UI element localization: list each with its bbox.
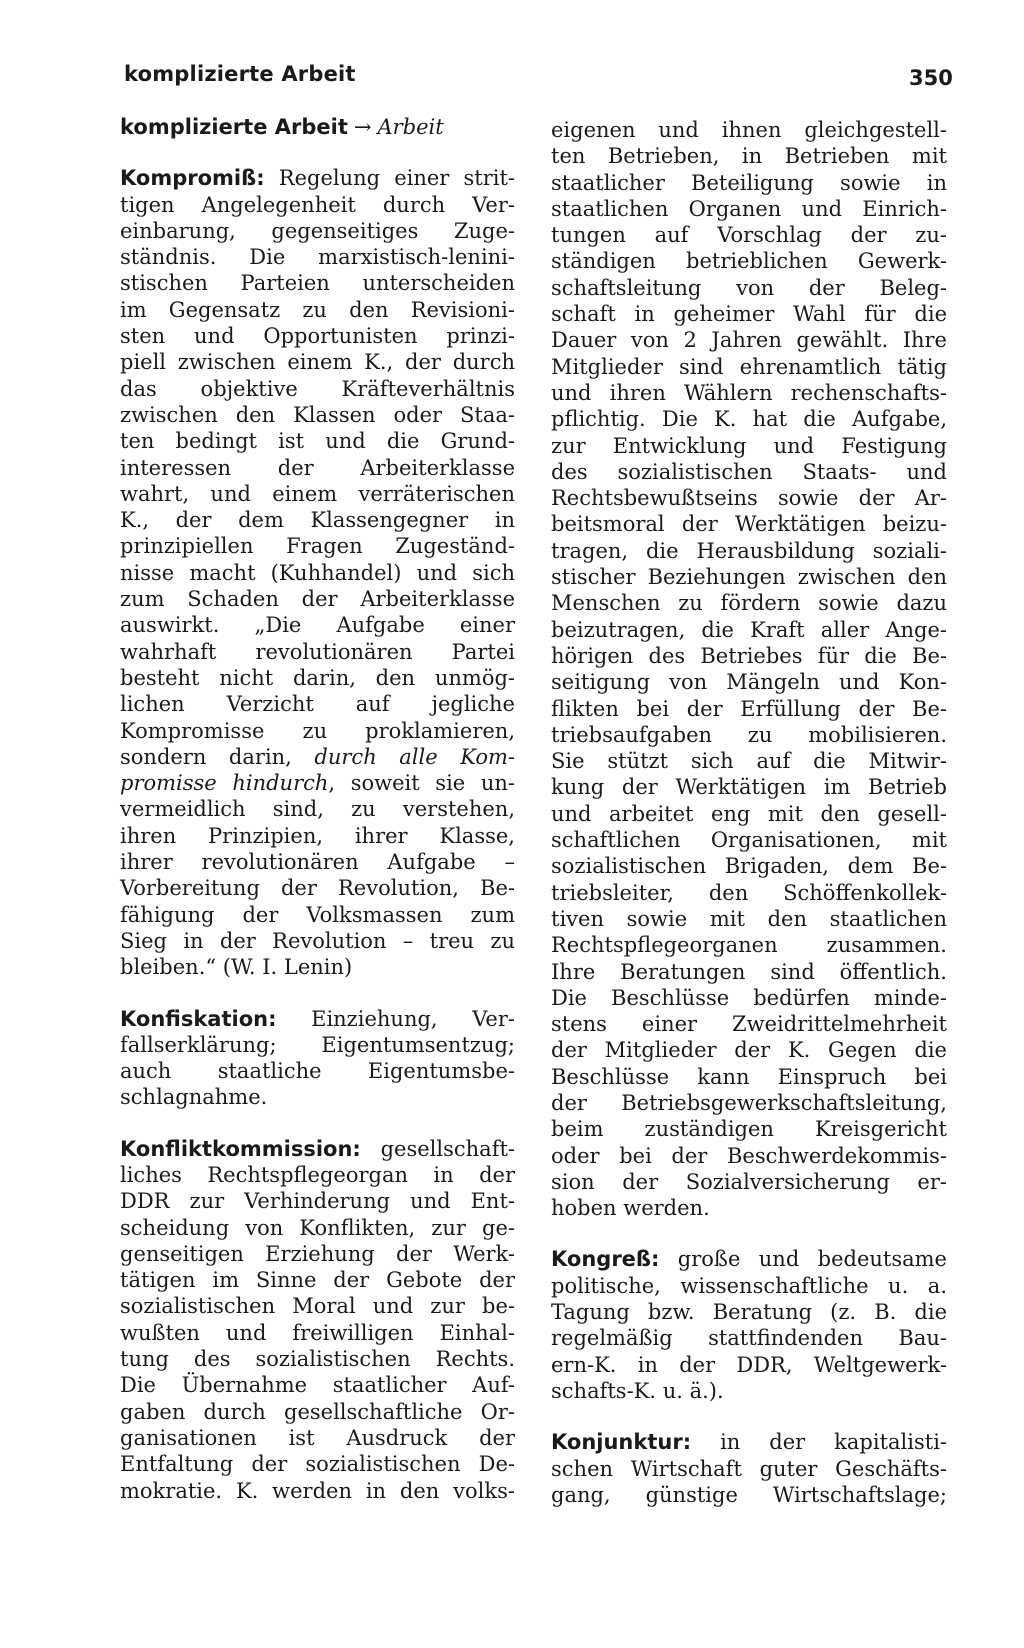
entry-text-line: gang, günstige Wirtschaftslage; [551,1482,947,1507]
entry-konjunktur [551,1429,947,1508]
entry-konfliktkommission [120,1136,515,1504]
entry-text-line: Einziehung, Ver- [276,1006,515,1031]
entry-headword: Konfiskation: [120,1006,277,1031]
entry-text-line: Ihre Beratungen sind öffentlich. [551,959,947,984]
entry-text-line: wahrt, und einem verräterischen [120,481,515,506]
entry-text-line: Entfaltung der sozialistischen De- [120,1452,515,1477]
entry-text-line [120,744,515,770]
entry-text-line: in der kapitalisti- [691,1430,947,1455]
entry-text-line: und ihren Wählern rechenschafts- [551,380,947,405]
entry-text-line: ihren Prinzipien, ihrer Klasse, [120,823,515,848]
entry-text-line: wußten und freiwilligen Einhal- [120,1320,515,1345]
entry-text-line: DDR zur Verhinderung und Ent- [120,1189,515,1214]
entry-text-line: das objektive Kräfteverhältnis [120,376,515,401]
entry-text-line: staatlicher Beteiligung sowie in [551,170,947,195]
entry-text-line: bleiben.“ (W. I. Lenin) [120,955,353,980]
entry-text-line: Regelung einer strit- [264,166,515,191]
entry-text-line: Mitglieder sind ehrenamtlich tätig [551,354,947,379]
entry-headword: Konjunktur: [551,1430,692,1455]
entry-text-line: beizutragen, die Kraft aller Ange- [551,617,947,642]
entry-text-line: seitigung von Mängeln und Kon- [551,670,947,695]
entry-text-line: sozialistischen Moral und zur be- [120,1294,515,1319]
entry-text-line: schaftsleitung von der Beleg- [551,275,947,300]
entry-text-line: Dauer von 2 Jahren gewählt. Ihre [551,328,947,353]
entry-text-line: triebsaufgaben zu mobilisieren. [551,722,947,747]
entry-kompromiss [120,165,515,980]
entry-text-line: triebsleiter, den Schöffenkollek- [551,880,947,905]
text-run: sondern darin, [120,744,315,769]
entry-text-line: piell zwischen einem K., der durch [120,350,515,375]
entry-text-line: tätigen im Sinne der Gebote der [120,1268,515,1293]
italic-quote: durch alle Kom- [314,744,515,769]
entry-text-line: tigen Angelegenheit durch Ver- [120,192,515,217]
entry-text-line [120,770,515,796]
entry-text-line: Kompromisse zu proklamieren, [120,718,515,743]
entry-text-line: fähigung der Volksmassen zum [120,902,515,927]
entry-text-line: Tagung bzw. Beratung (z. B. die [551,1300,947,1325]
entry-text-line: schlagnahme. [120,1085,268,1110]
entry-text-line: interessen der Arbeiterklasse [120,455,515,480]
entry-text-line: auswirkt. „Die Aufgabe einer [120,613,515,638]
entry-text-line: zum Schaden der Arbeiterklasse [120,587,515,612]
entry-text-line: auch staatliche Eigentumsbe- [120,1059,515,1084]
entry-text-line: K., der dem Klassengegner in [120,508,515,533]
italic-quote: promisse hindurch [120,771,329,796]
entry-text-line: Vorbereitung der Revolution, Be- [120,876,515,901]
page-number: 350 [909,66,953,90]
entry-text-line: ern-K. in der DDR, Weltgewerk- [551,1352,947,1377]
entry-text-line: schaftlichen Organisationen, mit [551,828,947,853]
entry-text-line: zwischen den Klassen oder Staa- [120,402,515,427]
entry-text-line: Die Beschlüsse bedürfen minde- [551,985,947,1010]
entry-text-line: hoben werden. [551,1196,710,1221]
entry-text-line: hörigen des Betriebes für die Be- [551,643,947,668]
entry-headword: Kompromiß: [120,166,265,191]
left-column [120,114,515,1504]
running-head: komplizierte Arbeit [124,62,356,86]
entry-text-line: des sozialistischen Staats- und [551,459,947,484]
entry-text-line: fallserklärung; Eigentumsentzug; [120,1032,515,1057]
entry-text-line: im Gegensatz zu den Revisioni- [120,297,515,322]
entry-text-line: ganisationen ist Ausdruck der [120,1425,515,1450]
entry-text-line: Die Übernahme staatlicher Auf- [120,1373,515,1398]
see-arrow-icon: → [353,115,372,139]
entry-text-line: schaft in geheimer Wahl für die [551,302,947,327]
entry-text-line: einbarung, gegenseitiges Zuge- [120,218,515,243]
entry-text-line: tungen auf Vorschlag der zu- [551,223,947,248]
entry-text-line: lichen Verzicht auf jegliche [120,692,515,717]
entry-text-line: schafts-K. u. ä.). [551,1378,724,1403]
entry-text-line: eigenen und ihnen gleichgestell- [551,118,947,142]
entry-text-line: tragen, die Herausbildung soziali- [551,538,947,563]
entry-text-line: staatlichen Organen und Einrich- [551,196,947,221]
entry-text-line: der Betriebsgewerkschaftsleitung, [551,1090,947,1115]
entry-text-line: wahrhaft revolutionären Partei [120,639,515,664]
entry-text-line: tung des sozialistischen Rechts. [120,1347,515,1372]
entry-text-line: schen Wirtschaft guter Geschäfts- [551,1456,947,1481]
entry-text-line: Sieg in der Revolution – treu zu [120,928,515,953]
entry-text-line: zur Entwicklung und Festigung [551,433,947,458]
entry-text-line: kung der Werktätigen im Betrieb [551,775,947,800]
entry-text-line: scheidung von Konflikten, zur ge- [120,1215,515,1240]
entry-text-line: sion der Sozialversicherung er- [551,1169,947,1194]
entry-konfiskation [120,1006,515,1111]
text-run: , soweit sie un- [328,771,515,796]
entry-text-line: ihrer revolutionären Aufgabe – [120,850,515,875]
entry-text-line: oder bei der Beschwerdekommis- [551,1143,947,1168]
entry-text-line: Rechtsbewußtseins sowie der Ar- [551,486,947,511]
entry-text-line: ten bedingt ist und die Grund- [120,429,515,454]
entry-text-line: liches Rechtspflegeorgan in der [120,1162,515,1187]
entry-text-line: Beschlüsse kann Einspruch bei [551,1064,947,1089]
entry-text-line: flikten bei der Erfüllung der Be- [551,696,947,721]
entry-text-line: gesellschaft- [360,1136,515,1161]
entry-text-line: besteht nicht darin, den unmög- [120,665,515,690]
entry-text-line: ten Betrieben, in Betrieben mit [551,144,947,169]
entry-headword: komplizierte Arbeit [120,115,348,139]
entry-text-line: stischer Beziehungen zwischen den [551,565,947,590]
entry-text-line: regelmäßig stattfindenden Bau- [551,1326,947,1351]
entry-text-line: Sie stützt sich auf die Mitwir- [551,749,947,774]
entry-text-line: stischen Parteien unterscheiden [120,271,515,296]
entry-text-line: und arbeitet eng mit den gesell- [551,801,947,826]
entry-text-line: Menschen zu fördern sowie dazu [551,591,947,616]
entry-text-line: tiven sowie mit den staatlichen [551,906,947,931]
entry-text-line: der Mitglieder der K. Gegen die [551,1038,947,1063]
entry-text-line: beim zuständigen Kreisgericht [551,1117,947,1142]
entry-komplizierte-arbeit [120,114,515,140]
entry-text-line: mokratie. K. werden in den volks- [120,1478,515,1503]
entry-headword: Konfliktkommission: [120,1136,361,1161]
entry-text-line: sozialistischen Brigaden, dem Be- [551,854,947,879]
entry-text-line: große und bedeutsame [659,1247,947,1272]
entry-text-line: genseitigen Erziehung der Werk- [120,1241,515,1266]
right-column [551,117,947,1508]
entry-kongress [551,1246,947,1404]
entry-text-line: pflichtig. Die K. hat die Aufgabe, [551,407,947,432]
cross-reference: Arbeit [377,115,444,139]
entry-text-line: Rechtspflegeorganen zusammen. [551,933,947,958]
entry-text-line: ständnis. Die marxistisch-lenini- [120,245,515,270]
entry-text-line: ständigen betrieblichen Gewerk- [551,249,947,274]
entry-text-line: beitsmoral der Werktätigen beizu- [551,512,947,537]
entry-text-line: politische, wissenschaftliche u. a. [551,1273,947,1298]
entry-headword: Kongreß: [551,1247,660,1272]
entry-text-line: prinzipiellen Fragen Zugeständ- [120,534,515,559]
entry-text-line: vermeidlich sind, zu verstehen, [120,797,515,822]
entry-text-line: nisse macht (Kuhhandel) und sich [120,560,515,585]
entry-text-line: sten und Opportunisten prinzi- [120,324,515,349]
entry-text-line: stens einer Zweidrittelmehrheit [551,1012,947,1037]
entry-text-line: gaben durch gesellschaftliche Or- [120,1399,515,1424]
entry-konfliktkommission-continued [551,117,947,1221]
